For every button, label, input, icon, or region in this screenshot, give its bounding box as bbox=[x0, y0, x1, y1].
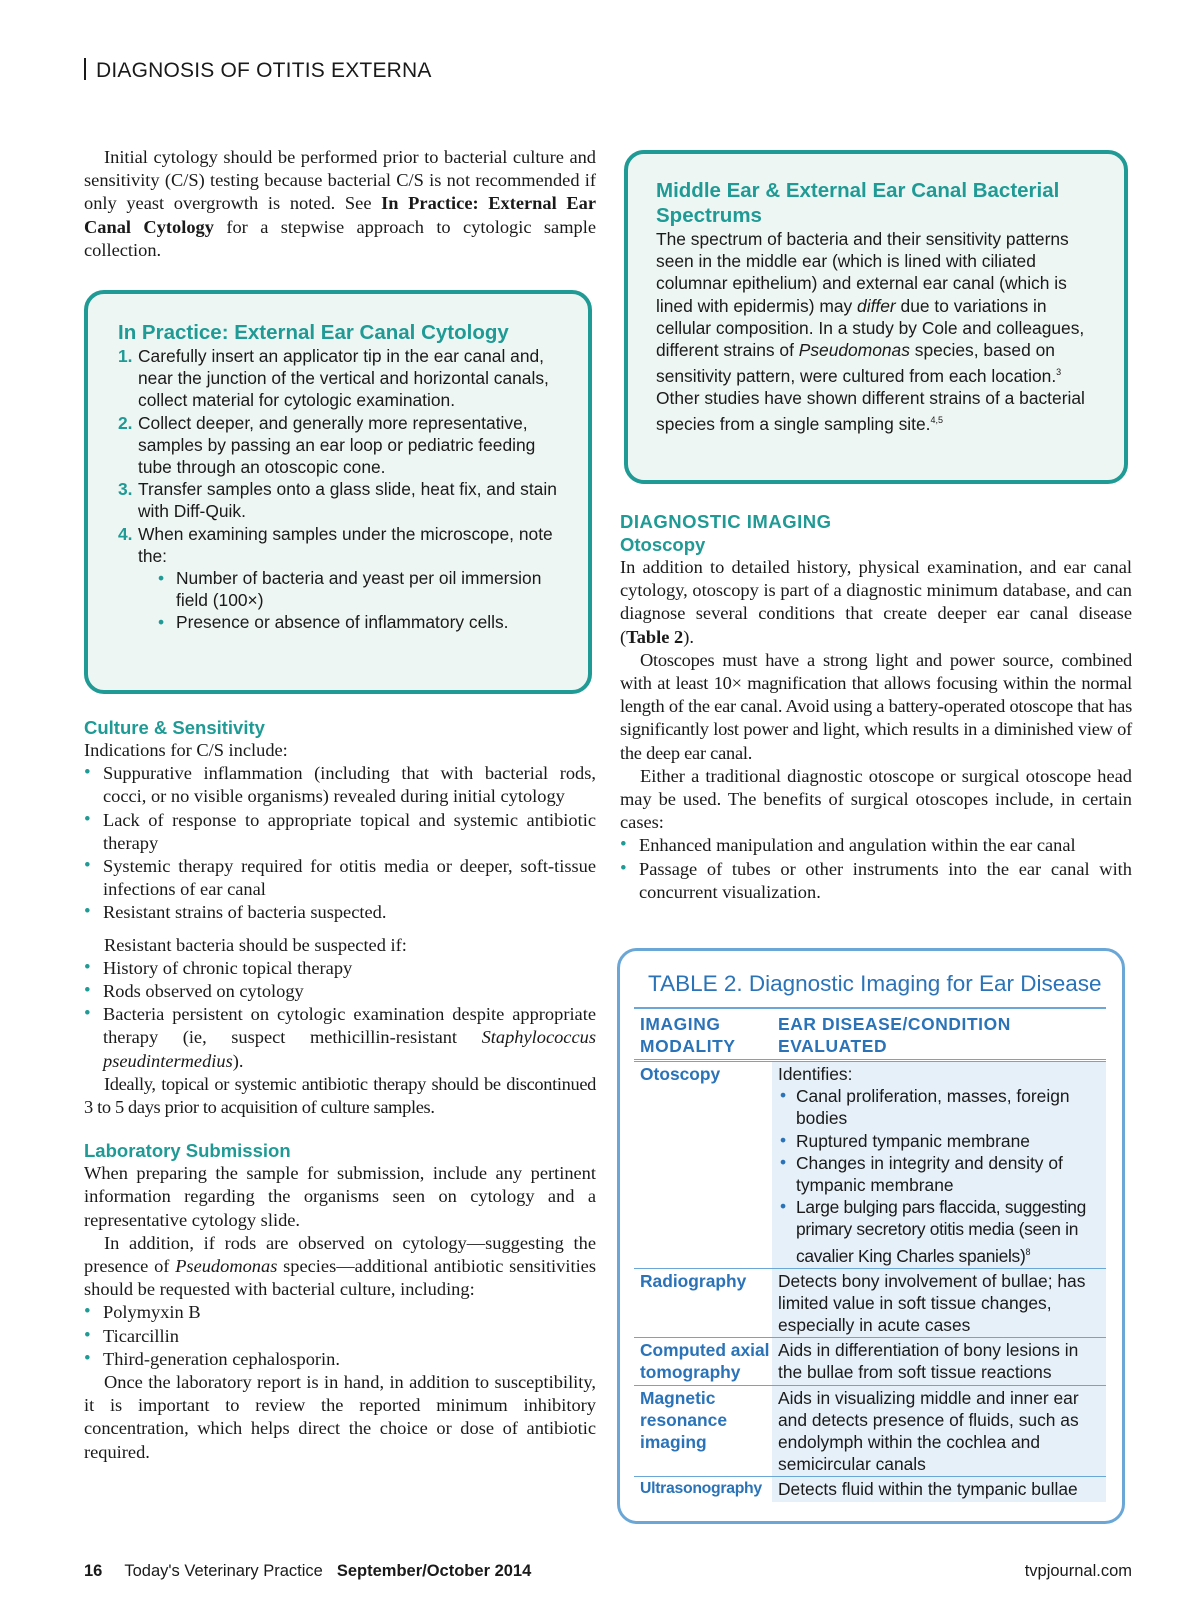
list-item: • Ruptured tympanic membrane bbox=[780, 1129, 1030, 1151]
practice-sub-list bbox=[138, 567, 562, 634]
bullet-icon: • bbox=[780, 1129, 787, 1150]
bullet-icon: • bbox=[84, 1301, 91, 1323]
table-row bbox=[634, 1385, 1106, 1477]
header-title: DIAGNOSIS OF OTITIS EXTERNA bbox=[96, 59, 432, 82]
lab-list bbox=[84, 1301, 596, 1371]
lab-paragraph-2: In addition, if rods are observed on cytology—suggesting the presence of Pseudomonas species—additional antibiotic sensitivities should be requested with bacterial culture, including: bbox=[84, 1232, 597, 1300]
practice-step: 4. When examining samples under the microscope, note the: • Number of bacteria and yeast per oil immersion field (100×) • Presence or absence of inflammatory cells. bbox=[118, 523, 562, 634]
bullet-icon: • bbox=[84, 1347, 91, 1369]
list-item: • Third-generation cephalosporin. bbox=[84, 1347, 340, 1369]
list-item: • Canal proliferation, masses, foreign bodies bbox=[780, 1085, 1070, 1129]
bullet-icon: • bbox=[620, 834, 627, 856]
list-item: • History of chronic topical therapy bbox=[84, 956, 353, 978]
running-header bbox=[84, 58, 432, 83]
col-header-modality: IMAGING MODALITY bbox=[640, 1014, 736, 1056]
bullet-icon: • bbox=[780, 1085, 787, 1106]
resistant-list bbox=[84, 957, 596, 1073]
culture-list bbox=[84, 762, 596, 924]
intro-paragraph bbox=[84, 146, 596, 262]
bullet-icon: • bbox=[84, 808, 91, 830]
journal-url: tvpjournal.com bbox=[1024, 1562, 1132, 1580]
table-row bbox=[634, 1061, 1106, 1269]
resistant-lead: Resistant bacteria should be suspected if: bbox=[104, 934, 407, 955]
culture-heading: Culture & Sensitivity bbox=[84, 717, 265, 738]
page-number: 16 bbox=[84, 1562, 103, 1580]
imaging-list bbox=[620, 834, 1132, 904]
imaging-paragraph-3: Either a traditional diagnostic otoscope or surgical otoscope head may be used. The benefits of surgical otoscopes include, in certain cases: bbox=[620, 765, 1132, 833]
table-row bbox=[634, 1338, 1106, 1385]
intro-bold-ref: In Practice: External Ear Canal Cytology bbox=[84, 193, 596, 237]
bullet-icon: • bbox=[84, 1324, 91, 1346]
issue-date: September/October 2014 bbox=[336, 1562, 532, 1580]
modality-cell: Ultrasonography bbox=[634, 1477, 772, 1502]
evaluation-cell: Detects fluid within the tympanic bullae bbox=[772, 1477, 1106, 1502]
imaging-paragraph-2: Otoscopes must have a strong light and power source, combined with at least 10× magnification that allows focusing within the normal length of the ear canal. Avoid using a battery-operated otoscope that has significantly lost power and light, which results in a diminished view of the deep ear canal. bbox=[620, 649, 1132, 763]
modality-cell: Computed axial tomography bbox=[634, 1338, 772, 1385]
imaging-section bbox=[620, 510, 1132, 904]
table-header-row bbox=[634, 1008, 1106, 1061]
list-item: • Rods observed on cytology bbox=[84, 980, 304, 1002]
bullet-icon: • bbox=[780, 1151, 787, 1172]
practice-steps bbox=[118, 345, 562, 634]
evaluation-cell: Identifies: • Canal proliferation, masses, foreign bodies • Ruptured tympanic membrane • Changes in integrity and density of tympanic membrane • Large bulging pars flaccida, suggesting primary secretory otitis media (seen in cavalier King Charles spaniels)$^8$ bbox=[772, 1061, 1106, 1269]
publication-name: Today's Veterinary Practice bbox=[124, 1562, 323, 1580]
table2-box bbox=[617, 948, 1125, 1524]
col-header-condition: EAR DISEASE/CONDITION EVALUATED bbox=[778, 1014, 1011, 1056]
otoscopy-subheading: Otoscopy bbox=[620, 534, 706, 555]
table2 bbox=[634, 1007, 1106, 1502]
bullet-icon: • bbox=[84, 855, 91, 877]
list-item: • Resistant strains of bacteria suspected. bbox=[84, 901, 387, 923]
imaging-heading: DIAGNOSTIC IMAGING bbox=[620, 511, 832, 532]
header-rule bbox=[84, 58, 86, 80]
otoscopy-findings bbox=[778, 1085, 1104, 1266]
spectrum-box-text: The spectrum of bacteria and their sensitivity patterns seen in the middle ear (which is lined with ciliated columnar epithelium) and external ear canal (which is lined with epidermis) may differ due to variations in cellular composition. In a study by Cole and colleagues, different strains of Pseudomonas species, based on sensitivity pattern, were cultured from each location.$^3$ Other studies have shown different strains of a bacterial species from a single sampling site.$^{4,5}$ bbox=[656, 229, 1085, 435]
list-item: • Ticarcillin bbox=[84, 1324, 179, 1346]
practice-box-title: In Practice: External Ear Canal Cytology bbox=[118, 321, 509, 344]
bullet-icon: • bbox=[158, 612, 165, 633]
bullet-icon: • bbox=[84, 1003, 91, 1025]
practice-step: 2. Collect deeper, and generally more representative, samples by passing an ear loop or pediatric feeding tube through an otoscopic cone. bbox=[118, 412, 536, 478]
intro-text-a: Initial cytology should be performed prior to bacterial culture and sensitivity (C/S) testing because bacterial C/S is not recommended if only yeast overgrowth is noted. See bbox=[84, 147, 596, 214]
modality-cell: Radiography bbox=[634, 1268, 772, 1338]
practice-step: 1. Carefully insert an applicator tip in the ear canal and, near the junction of the vertical and horizontal canals, collect material for cytologic examination. bbox=[118, 346, 549, 411]
left-column bbox=[84, 146, 596, 262]
list-item: • Polymyxin B bbox=[84, 1301, 201, 1323]
list-item: • Lack of response to appropriate topical and systemic antibiotic therapy bbox=[84, 808, 596, 853]
table2-title: TABLE 2. Diagnostic Imaging for Ear Disease bbox=[648, 971, 1102, 996]
table-row bbox=[634, 1477, 1106, 1502]
list-item: • Suppurative inflammation (including that with bacterial rods, cocci, or no visible organisms) revealed during initial cytology bbox=[84, 762, 596, 807]
list-item: • Changes in integrity and density of tympanic membrane bbox=[780, 1151, 1063, 1196]
table-row bbox=[634, 1268, 1106, 1338]
bullet-icon: • bbox=[84, 762, 91, 784]
bullet-icon: • bbox=[620, 857, 627, 879]
practice-sub-item: • Number of bacteria and yeast per oil immersion field (100×) bbox=[158, 568, 542, 611]
lab-heading: Laboratory Submission bbox=[84, 1140, 291, 1162]
intro-text-b: for a stepwise approach to cytologic sample collection. bbox=[84, 216, 596, 260]
bullet-icon: • bbox=[780, 1196, 786, 1217]
bullet-icon: • bbox=[158, 568, 165, 589]
bullet-icon: • bbox=[84, 956, 91, 978]
evaluation-cell: Aids in visualizing middle and inner ear and detects presence of fluids, such as endolymph within the cochlea and semicircular canals bbox=[772, 1385, 1106, 1477]
lab-paragraph-3: Once the laboratory report is in hand, in addition to susceptibility, it is important to review the reported minimum inhibitory concentration, which helps direct the choice or dose of antibiotic required. bbox=[84, 1372, 596, 1462]
spectrum-box bbox=[624, 150, 1128, 484]
culture-lead: Indications for C/S include: bbox=[84, 740, 288, 760]
list-item: • Large bulging pars flaccida, suggesting primary secretory otitis media (seen in cavalier King Charles spaniels)$^8$ bbox=[780, 1196, 1086, 1266]
imaging-paragraph-1: In addition to detailed history, physical examination, and ear canal cytology, otoscopy is part of a diagnostic minimum database, and can diagnose several conditions that create deeper ear canal disease (Table 2). bbox=[620, 557, 1132, 647]
practice-box bbox=[84, 290, 592, 694]
practice-sub-item: • Presence or absence of inflammatory cells. bbox=[158, 612, 509, 633]
bullet-icon: • bbox=[84, 980, 91, 1002]
left-column-lower bbox=[84, 716, 596, 1464]
list-item: • Enhanced manipulation and angulation within the ear canal bbox=[620, 834, 1076, 856]
ideally-paragraph: Ideally, topical or systemic antibiotic therapy should be discontinued 3 to 5 days prior to acquisition of culture samples. bbox=[84, 1073, 596, 1118]
lab-paragraph-1: When preparing the sample for submission, include any pertinent information regarding the organisms seen on cytology and a representative cytology slide. bbox=[84, 1163, 596, 1230]
modality-cell: Magnetic resonance imaging bbox=[634, 1385, 772, 1477]
modality-cell: Otoscopy bbox=[634, 1061, 772, 1269]
list-item: • Systemic therapy required for otitis media or deeper, soft-tissue infections of ear canal bbox=[84, 855, 596, 900]
list-item: • Passage of tubes or other instruments into the ear canal with concurrent visualization. bbox=[620, 857, 1132, 902]
practice-step: 3. Transfer samples onto a glass slide, heat fix, and stain with Diff-Quik. bbox=[118, 479, 557, 522]
evaluation-cell: Aids in differentiation of bony lesions in the bullae from soft tissue reactions bbox=[772, 1338, 1106, 1385]
bullet-icon: • bbox=[84, 901, 91, 923]
evaluation-cell: Detects bony involvement of bullae; has limited value in soft tissue changes, especially in acute cases bbox=[772, 1268, 1106, 1338]
page-footer bbox=[84, 1562, 1132, 1581]
spectrum-box-title: Middle Ear & External Ear Canal Bacterial Spectrums bbox=[656, 179, 1060, 227]
list-item: • Bacteria persistent on cytologic examination despite appropriate therapy (ie, suspect methicillin-resistant Staphylococcus pseudintermedius). bbox=[84, 1003, 596, 1071]
